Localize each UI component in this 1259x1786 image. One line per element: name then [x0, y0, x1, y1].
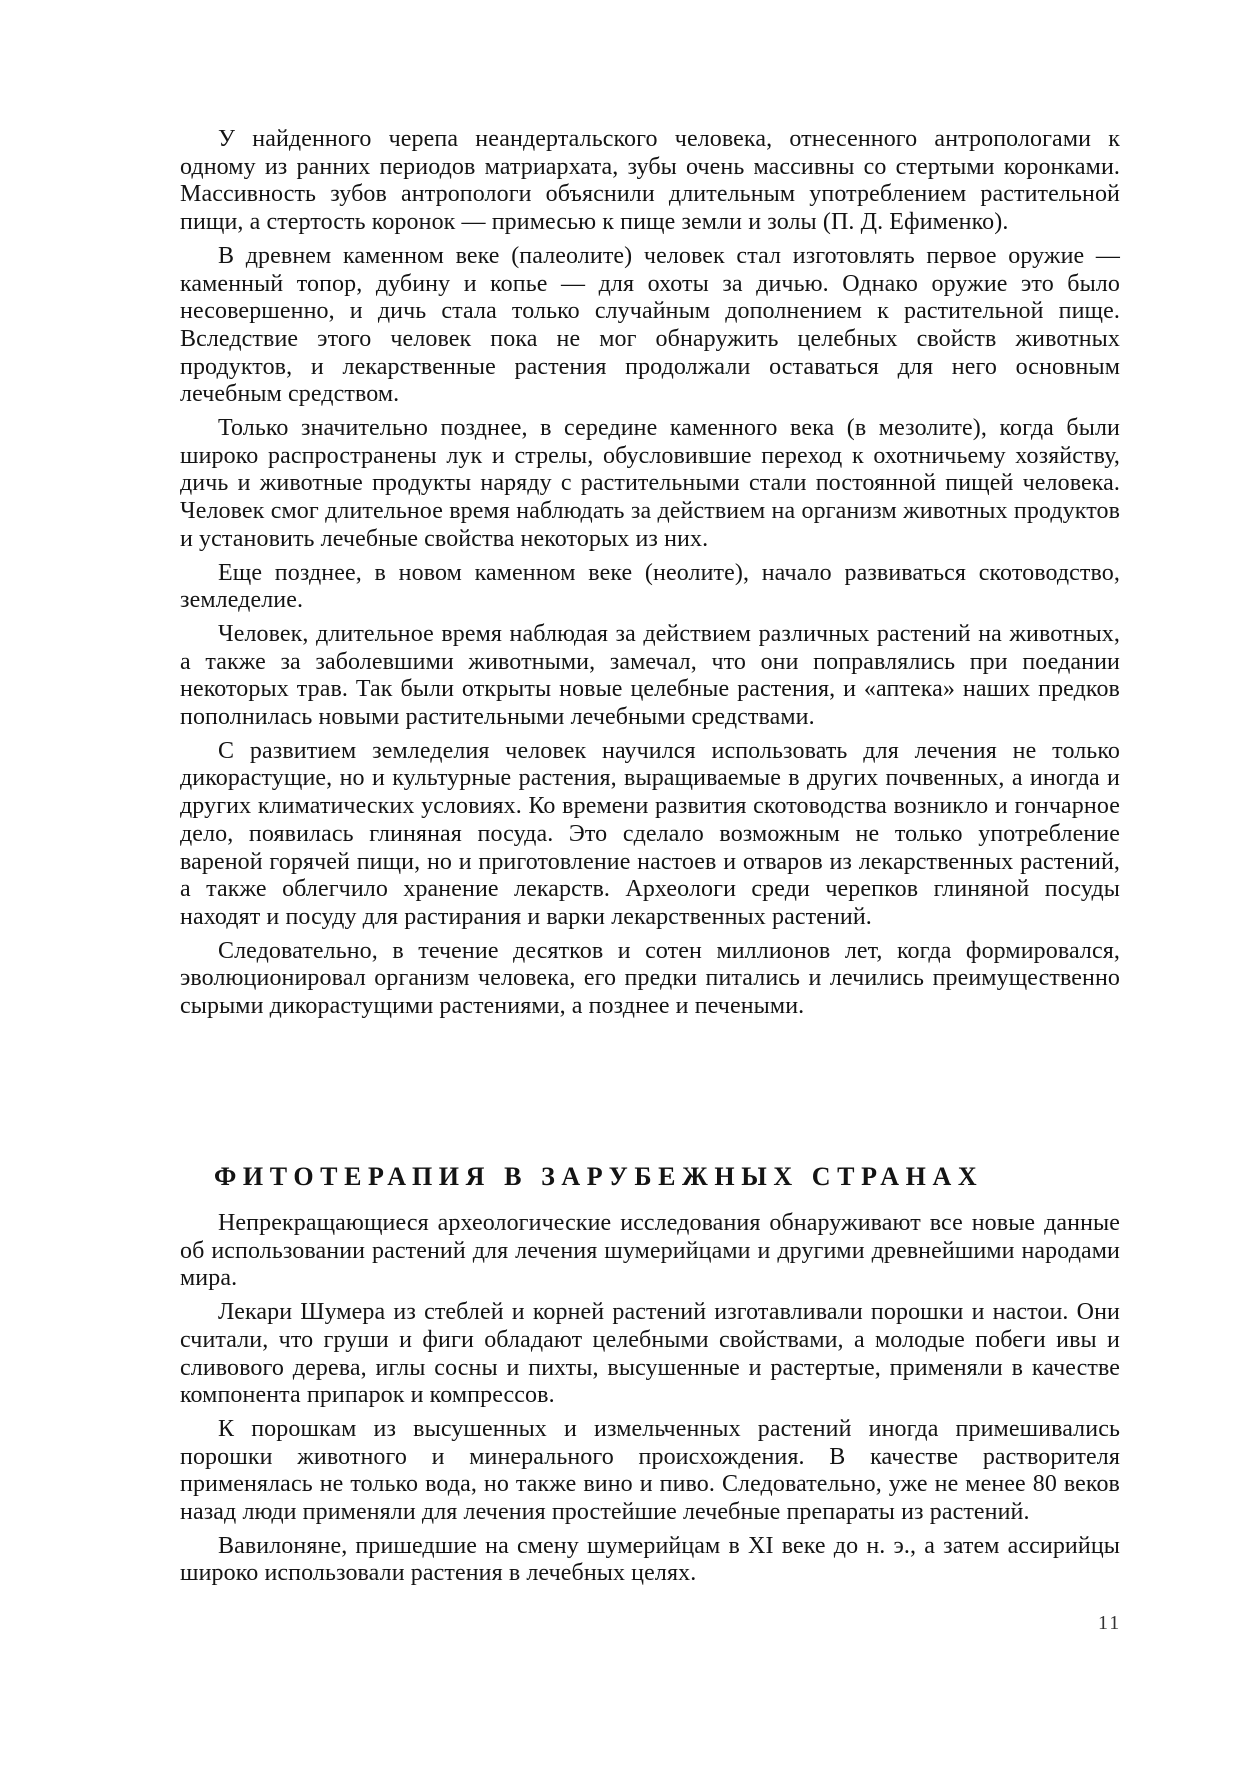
paragraph-agriculture: С развитием земледелия человек научился использовать для лечения не только дикорастущие, но и культурные растения, выращиваемые в других почвенных, а иногда и других климатических условиях. Ко времени развития скотоводства возникло и гончарное дело, появилась глиняная посуда. Это сделало возможным не только употребление вареной горячей пищи, но и приготовление настоев и отваров из лекарственных растений, а также облегчило хранение лекарств. Археологи среди черепков глиняной посуды находят и посуду для растирания и варки лекарственных растений.	[180, 737, 1120, 930]
paragraph-animal-observation: Человек, длительное время наблюдая за действием различных растений на животных, а также за заболевшими животными, замечал, что они поправлялись при поедании некоторых трав. Так были открыты новые целебные растения, и «аптека» наших предков пополнилась новыми растительными лечебными средствами.	[180, 620, 1120, 731]
paragraph-sumer-healers: Лекари Шумера из стеблей и корней растений изготавливали порошки и настои. Они считали, что груши и фиги обладают целебными свойствами, а молодые побеги ивы и сливового дерева, иглы сосны и пихты, высушенные и растертые, применяли в качестве компонента припарок и компрессов.	[180, 1299, 1120, 1409]
main-text-block	[180, 126, 1120, 1027]
section-text-block	[180, 1210, 1120, 1594]
paragraph-powders: К порошкам из высушенных и измельченных растений иногда примешивались порошки животного и минерального происхождения. В качестве растворителя применялась не только вода, но также вино и пиво. Следовательно, уже не менее 80 веков назад люди применяли для лечения простейшие лечебные препараты из растений.	[180, 1415, 1120, 1526]
page-number: 11	[1098, 1612, 1122, 1634]
paragraph-paleolithic: В древнем каменном веке (палеолите) человек стал изготовлять первое оружие — каменный топор, дубину и копье — для охоты за дичью. Однако оружие это было несовершенно, и дичь стала только случайным дополнением к растительной пище. Вследствие этого человек пока не мог обнаружить целебных свойств животных продуктов, и лекарственные растения продолжали оставаться для него основным лечебным средством.	[180, 242, 1120, 408]
section-heading: ФИТОТЕРАПИЯ В ЗАРУБЕЖНЫХ СТРАНАХ	[214, 1162, 984, 1191]
paragraph-mesolithic: Только значительно позднее, в середине каменного века (в мезолите), когда были широко распространены лук и стрелы, обусловившие переход к охотничьему хозяйству, дичь и животные продукты наряду с растительными стали постоянной пищей человека. Человек смог длительное время наблюдать за действием на организм животных продуктов и установить лечебные свойства некоторых из них.	[180, 415, 1120, 552]
paragraph-neanderthal-skull: У найденного черепа неандертальского человека, отнесенного антропологами к одному из ранних периодов матриархата, зубы очень массивны со стертыми коронками. Массивность зубов антропологи объяснили длительным употреблением растительной пищи, а стертость коронок — примесью к пище земли и золы (П. Д. Ефименко).	[180, 126, 1120, 236]
paragraph-conclusion: Следовательно, в течение десятков и сотен миллионов лет, когда формировался, эволюционировал организм человека, его предки питались и лечились преимущественно сырыми дикорастущими растениями, а позднее и печеными.	[180, 937, 1120, 1020]
paragraph-neolithic: Еще позднее, в новом каменном веке (неолите), начало развиваться скотоводство, земледелие.	[180, 559, 1120, 614]
paragraph-babylonians: Вавилоняне, пришедшие на смену шумерийцам в XI веке до н. э., а затем ассирийцы широко использовали растения в лечебных целях.	[180, 1532, 1120, 1587]
paragraph-archaeology: Непрекращающиеся археологические исследования обнаруживают все новые данные об использовании растений для лечения шумерийцами и другими древнейшими народами мира.	[180, 1210, 1120, 1292]
